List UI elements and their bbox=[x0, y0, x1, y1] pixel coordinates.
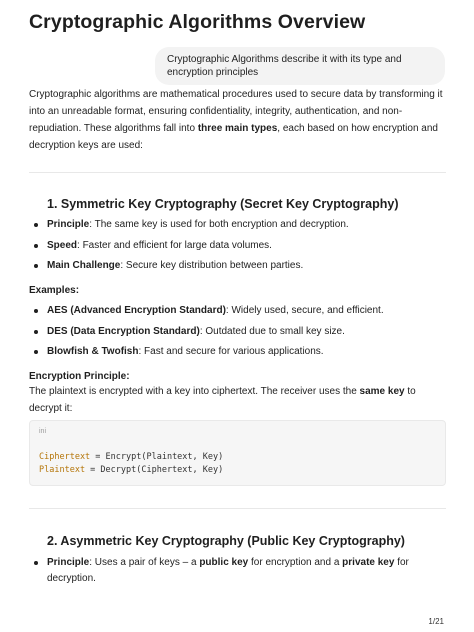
example-text: : Outdated due to small key size. bbox=[199, 325, 345, 337]
page-title: Cryptographic Algorithms Overview bbox=[29, 11, 366, 33]
code-expression: = Encrypt(Plaintext, Key) bbox=[90, 452, 224, 462]
principle-bold: same key bbox=[359, 386, 405, 397]
bullet-bold: public key bbox=[199, 557, 249, 568]
code-variable: Ciphertext bbox=[39, 452, 91, 462]
list-item bbox=[29, 555, 446, 587]
intro-bold: three main types bbox=[197, 123, 278, 134]
user-prompt-bubble bbox=[155, 47, 445, 85]
principle-text-end: to decrypt it: bbox=[29, 386, 416, 414]
example-term: Blowfish & Twofish bbox=[47, 346, 139, 357]
bullet-term: Principle bbox=[47, 219, 90, 230]
example-term: AES (Advanced Encryption Standard) bbox=[47, 305, 226, 316]
example-term: DES (Data Encryption Standard) bbox=[47, 325, 200, 337]
example-text: : Fast and secure for various applications. bbox=[138, 346, 324, 357]
section-divider bbox=[29, 172, 446, 173]
list-item bbox=[29, 303, 446, 319]
section2-heading: 2. Asymmetric Key Cryptography (Public Key Cryptography) bbox=[47, 534, 405, 548]
list-item bbox=[29, 217, 446, 233]
intro-text: Cryptographic algorithms are mathematical procedures used to secure data by transforming it into an unreadable format, ensuring confidentiality, integrity, authentication, and non-repudiation. These algorithms fall into bbox=[29, 89, 443, 134]
principle-text: The plaintext is encrypted with a key into ciphertext. The receiver uses the bbox=[29, 386, 360, 397]
examples-label: Examples: bbox=[29, 285, 80, 296]
encryption-principle-label: Encryption Principle: bbox=[29, 371, 130, 382]
user-prompt-text: Cryptographic Algorithms describe it with its type and encryption principles bbox=[167, 54, 402, 78]
section1-heading: 1. Symmetric Key Cryptography (Secret Key Cryptography) bbox=[47, 197, 399, 211]
code-language-label: ini bbox=[39, 428, 47, 435]
encryption-principle-text bbox=[29, 383, 446, 417]
section-divider bbox=[29, 508, 446, 509]
intro-paragraph bbox=[29, 86, 449, 154]
bullet-text: : Faster and efficient for large data volumes. bbox=[77, 239, 272, 251]
bullet-bold: private key bbox=[342, 557, 395, 568]
bullet-text: : Uses a pair of keys – a bbox=[89, 557, 200, 568]
bullet-text: : Secure key distribution between parties. bbox=[120, 260, 304, 271]
bullet-text: for encryption and a bbox=[248, 557, 343, 568]
list-item bbox=[29, 258, 446, 274]
section2-bullet-list bbox=[29, 555, 446, 592]
bullet-text: for decryption. bbox=[47, 557, 409, 584]
page-number: 1/21 bbox=[428, 617, 444, 626]
list-item bbox=[29, 344, 446, 360]
bullet-term: Principle bbox=[47, 557, 90, 568]
example-text: : Widely used, secure, and efficient. bbox=[225, 305, 384, 316]
code-line bbox=[39, 465, 223, 475]
list-item bbox=[29, 324, 446, 340]
bullet-term: Speed bbox=[47, 239, 78, 251]
code-variable: Plaintext bbox=[39, 465, 86, 475]
list-item bbox=[29, 238, 446, 254]
bullet-term: Main Challenge bbox=[47, 260, 121, 271]
examples-list bbox=[29, 303, 446, 365]
intro-text-end: , each based on how encryption and decryption keys are used: bbox=[29, 123, 438, 151]
code-expression: = Decrypt(Ciphertext, Key) bbox=[85, 465, 224, 475]
code-block[interactable] bbox=[29, 420, 446, 486]
code-line bbox=[39, 452, 223, 462]
section1-bullet-list bbox=[29, 217, 446, 279]
bullet-text: : The same key is used for both encryption and decryption. bbox=[89, 219, 349, 230]
